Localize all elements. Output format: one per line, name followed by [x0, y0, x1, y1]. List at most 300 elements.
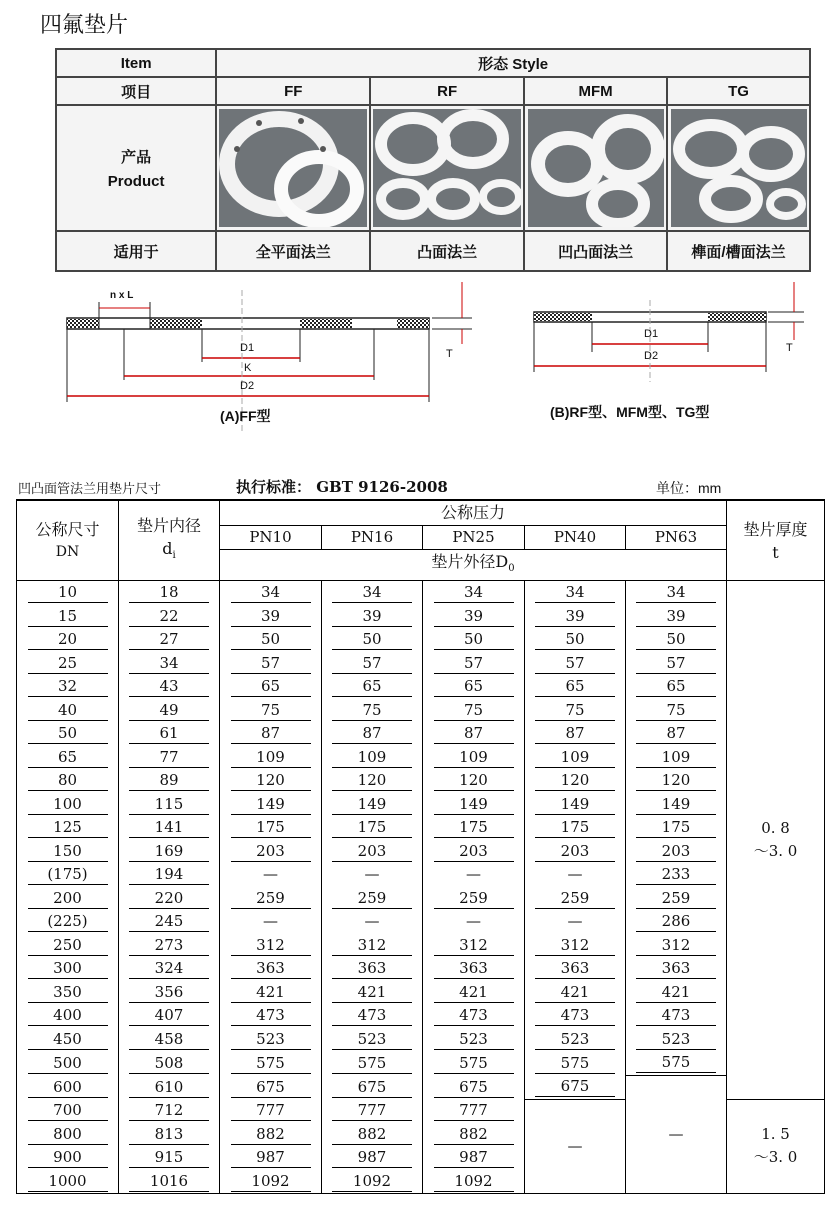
rf-gasket-photo — [373, 109, 521, 227]
pn-value-cell — [322, 1075, 423, 1099]
di-cell-value: 813 — [129, 1124, 209, 1145]
dn-cell — [17, 887, 119, 911]
di-cell-value: 34 — [129, 653, 209, 674]
dn-cell — [17, 1099, 119, 1123]
header-thickness — [727, 500, 825, 581]
dn-cell — [17, 1123, 119, 1147]
pn-value-cell — [220, 699, 322, 723]
pn-value-cell — [322, 1051, 423, 1075]
pn-value-cell — [626, 746, 727, 770]
pn-value-cell — [322, 769, 423, 793]
pn-value-cell-value: 34 — [535, 582, 615, 603]
dn-cell — [17, 1051, 119, 1075]
pn-value-cell-value: 65 — [434, 676, 514, 697]
di-cell-value: 141 — [129, 817, 209, 838]
dn-cell-value: 350 — [28, 982, 108, 1003]
header-dn — [17, 500, 119, 581]
pn-value-cell-value: 675 — [535, 1076, 615, 1097]
pn-value-cell — [423, 722, 525, 746]
applies-ff: 全平面法兰 — [216, 231, 370, 271]
pn-value-cell-value: 473 — [535, 1005, 615, 1026]
pn-value-cell-value: 421 — [231, 982, 311, 1003]
dn-cell — [17, 981, 119, 1005]
pn-value-cell — [525, 675, 626, 699]
pn-value-cell-value: 50 — [434, 629, 514, 650]
pn-value-cell-value: 39 — [535, 606, 615, 627]
dn-cell — [17, 769, 119, 793]
pn-value-cell — [423, 1146, 525, 1170]
di-cell — [119, 675, 220, 699]
pn-value-cell — [423, 675, 525, 699]
style-code-rf: RF — [370, 77, 524, 105]
pn-value-cell-value: 65 — [535, 676, 615, 697]
header-di-en — [119, 537, 219, 567]
pn-value-cell — [626, 652, 727, 676]
pn-value-cell-value: 203 — [231, 841, 311, 862]
pn-value-cell — [525, 957, 626, 981]
product-label — [56, 105, 216, 231]
pn-value-cell-value: 57 — [535, 653, 615, 674]
pn-value-cell — [220, 628, 322, 652]
pn-value-cell — [322, 793, 423, 817]
pn-value-cell — [322, 1028, 423, 1052]
dn-cell-value: 1000 — [28, 1171, 108, 1192]
thickness-range-2 — [727, 1099, 825, 1194]
dn-cell — [17, 746, 119, 770]
pn-value-cell-value: 286 — [636, 911, 716, 932]
pn-value-cell-value: 65 — [332, 676, 412, 697]
pn-value-cell — [423, 981, 525, 1005]
table-row — [17, 910, 825, 934]
pn-value-cell-value: 259 — [535, 888, 615, 909]
pn-value-cell-value: 363 — [535, 958, 615, 979]
pn-value-cell-value: 421 — [332, 982, 412, 1003]
di-cell-value: 712 — [129, 1100, 209, 1121]
thickness-range-line: ～3. 0 — [753, 841, 798, 860]
di-cell-value: 18 — [129, 582, 209, 603]
pn-value-cell-value: 523 — [434, 1029, 514, 1050]
pn-value-cell — [322, 887, 423, 911]
header-outer-diameter-text: 垫片外径D — [431, 552, 509, 571]
pn-value-cell-value: 203 — [434, 841, 514, 862]
gasket-diagram — [62, 282, 822, 432]
pn-value-cell — [525, 1051, 626, 1075]
dash-value: — — [567, 865, 583, 884]
pn-value-cell-value: 75 — [332, 700, 412, 721]
pn-value-cell-value: 523 — [535, 1029, 615, 1050]
dn-cell-value: 700 — [28, 1100, 108, 1121]
pn-value-cell-value: 259 — [332, 888, 412, 909]
pn-value-cell-value: 987 — [332, 1147, 412, 1168]
pn-value-cell — [322, 840, 423, 864]
table-row — [17, 1051, 825, 1075]
dn-cell — [17, 1146, 119, 1170]
pn-value-cell — [322, 1123, 423, 1147]
pn-value-cell-value: 363 — [434, 958, 514, 979]
table-row — [17, 840, 825, 864]
style-label: 形态 Style — [216, 49, 810, 77]
applies-tg: 榫面/槽面法兰 — [667, 231, 810, 271]
pn-value-cell-value: 50 — [231, 629, 311, 650]
pn-value-cell — [626, 699, 727, 723]
pn-value-cell-value: 363 — [231, 958, 311, 979]
pn-value-cell — [220, 581, 322, 605]
a-d2-label: D2 — [240, 380, 255, 392]
tg-gasket-photo — [671, 109, 807, 227]
pn-value-cell-value: 523 — [332, 1029, 412, 1050]
pn-value-cell — [220, 1004, 322, 1028]
header-pn10: PN10 — [220, 525, 322, 550]
pn-value-cell — [322, 1170, 423, 1194]
di-cell — [119, 1123, 220, 1147]
pn-value-cell-value: 675 — [231, 1077, 311, 1098]
pn-value-cell — [626, 981, 727, 1005]
pn-value-cell — [525, 769, 626, 793]
pn-value-cell-value: 312 — [434, 935, 514, 956]
dn-cell — [17, 675, 119, 699]
pn-value-cell — [525, 840, 626, 864]
di-cell — [119, 628, 220, 652]
pn-value-cell — [423, 581, 525, 605]
pn-value-cell-value: 233 — [636, 864, 716, 885]
pn-value-cell — [423, 793, 525, 817]
spec-title: 凹凸面管法兰用垫片尺寸 — [18, 482, 162, 497]
pn-value-cell-value: 523 — [636, 1029, 716, 1050]
pn-value-cell — [626, 816, 727, 840]
di-cell-value: 61 — [129, 723, 209, 744]
di-cell-value: 169 — [129, 841, 209, 862]
pn-value-cell-value: 34 — [434, 582, 514, 603]
pn-value-cell — [322, 722, 423, 746]
dn-cell-value: 65 — [28, 747, 108, 768]
header-dn-en: DN — [55, 543, 80, 560]
pn-value-cell-value: 50 — [332, 629, 412, 650]
header-pn25: PN25 — [423, 525, 525, 550]
pn-value-cell-value: 575 — [434, 1053, 514, 1074]
pn-value-cell — [220, 675, 322, 699]
pn40-large-dash-value: — — [567, 1136, 583, 1155]
pn-value-cell-value: 109 — [434, 747, 514, 768]
pn-value-cell-value: 203 — [332, 841, 412, 862]
dn-cell — [17, 793, 119, 817]
pn-value-cell-value: 149 — [231, 794, 311, 815]
header-pn63: PN63 — [626, 525, 727, 550]
dash-value: — — [263, 865, 278, 884]
pn-value-cell-value: 575 — [231, 1053, 311, 1074]
pn-value-cell-value: 175 — [231, 817, 311, 838]
mfm-gasket-photo — [528, 109, 664, 227]
dash-cell — [220, 863, 322, 887]
pn-value-cell — [322, 957, 423, 981]
table-row — [17, 769, 825, 793]
pn-value-cell — [322, 1099, 423, 1123]
pn-value-cell-value: 50 — [636, 629, 716, 650]
pn-value-cell — [322, 1146, 423, 1170]
pn-value-cell — [220, 840, 322, 864]
dash-cell — [220, 910, 322, 934]
pn-value-cell-value: 120 — [636, 770, 716, 791]
pn-value-cell-value: 363 — [332, 958, 412, 979]
di-cell — [119, 652, 220, 676]
applies-mfm: 凹凸面法兰 — [524, 231, 667, 271]
pn-value-cell-value: 109 — [231, 747, 311, 768]
pn-value-cell — [626, 840, 727, 864]
pn-value-cell-value: 120 — [535, 770, 615, 791]
pn-value-cell-value: 312 — [332, 935, 412, 956]
dn-cell-value: 125 — [28, 817, 108, 838]
pn-value-cell — [220, 1170, 322, 1194]
pn-value-cell — [626, 628, 727, 652]
applies-rf: 凸面法兰 — [370, 231, 524, 271]
dn-cell-value: 250 — [28, 935, 108, 956]
pn-value-cell — [423, 746, 525, 770]
header-di-subscript: i — [172, 550, 176, 562]
a-caption: (A)FF型 — [220, 408, 271, 424]
pn-value-cell — [626, 934, 727, 958]
pn-value-cell — [626, 1051, 727, 1075]
pn-value-cell — [322, 675, 423, 699]
pn-value-cell-value: 75 — [636, 700, 716, 721]
di-cell-value: 27 — [129, 629, 209, 650]
dn-cell-value: 20 — [28, 629, 108, 650]
table-row — [17, 581, 825, 605]
pn-value-cell — [525, 722, 626, 746]
header-pressure: 公称压力 — [220, 500, 727, 525]
dash-value: — — [364, 912, 380, 931]
di-cell — [119, 699, 220, 723]
b-d1-label: D1 — [644, 328, 659, 340]
di-cell — [119, 746, 220, 770]
dash-cell — [322, 863, 423, 887]
pn-value-cell-value: 149 — [535, 794, 615, 815]
pn-value-cell-value: 473 — [636, 1005, 716, 1026]
header-outer-diameter — [220, 550, 727, 581]
pn-value-cell — [525, 628, 626, 652]
pn-value-cell — [423, 699, 525, 723]
pn-value-cell — [322, 628, 423, 652]
pn-value-cell — [525, 816, 626, 840]
pn-value-cell-value: 175 — [535, 817, 615, 838]
table-row — [17, 1004, 825, 1028]
pn-value-cell-value: 203 — [535, 841, 615, 862]
dn-cell-value: 32 — [28, 676, 108, 697]
table-row — [17, 675, 825, 699]
pn-value-cell — [423, 934, 525, 958]
di-cell-value: 356 — [129, 982, 209, 1003]
header-dn-cn: 公称尺寸 — [35, 519, 100, 539]
table-row — [17, 722, 825, 746]
table-row — [17, 699, 825, 723]
dn-cell-value: 600 — [28, 1077, 108, 1098]
pn-value-cell — [423, 816, 525, 840]
pn-value-cell-value: 421 — [535, 982, 615, 1003]
thickness-range-line: 0. 8 — [761, 818, 790, 837]
pn-value-cell-value: 575 — [636, 1052, 716, 1073]
pn-value-cell-value: 120 — [332, 770, 412, 791]
pn-value-cell-value: 312 — [636, 935, 716, 956]
gasket-dimension-table — [16, 499, 825, 1194]
pn-value-cell-value: 473 — [332, 1005, 412, 1026]
pn-value-cell — [626, 675, 727, 699]
pn-value-cell — [220, 816, 322, 840]
dn-cell — [17, 628, 119, 652]
pn-value-cell-value: 259 — [434, 888, 514, 909]
pn-value-cell-value: 87 — [434, 723, 514, 744]
pn-value-cell-value: 987 — [434, 1147, 514, 1168]
pn-value-cell — [626, 910, 727, 934]
pn-value-cell — [220, 652, 322, 676]
pn-value-cell-value: 57 — [636, 653, 716, 674]
table-row — [17, 934, 825, 958]
dn-cell — [17, 840, 119, 864]
di-cell-value: 508 — [129, 1053, 209, 1074]
pn-value-cell-value: 50 — [535, 629, 615, 650]
di-cell — [119, 793, 220, 817]
pn-value-cell — [423, 628, 525, 652]
pn-value-cell — [525, 887, 626, 911]
header-thickness-en: t — [772, 542, 779, 562]
spec-unit: 单位：mm — [656, 480, 722, 496]
pn-value-cell-value: 39 — [332, 606, 412, 627]
pn-value-cell — [423, 1028, 525, 1052]
dash-value: — — [466, 865, 481, 884]
di-cell — [119, 1146, 220, 1170]
dn-cell-value: 10 — [28, 582, 108, 603]
dn-cell — [17, 699, 119, 723]
di-cell — [119, 722, 220, 746]
pn-value-cell-value: 87 — [332, 723, 412, 744]
di-cell-value: 245 — [129, 911, 209, 932]
pn-value-cell-value: 149 — [332, 794, 412, 815]
pn-value-cell-value: 575 — [332, 1053, 412, 1074]
di-cell-value: 915 — [129, 1147, 209, 1168]
thickness-range-1 — [727, 581, 825, 1100]
dn-cell-value: 300 — [28, 958, 108, 979]
pn-value-cell-value: 882 — [231, 1124, 311, 1145]
di-cell — [119, 1004, 220, 1028]
pn-value-cell — [626, 581, 727, 605]
pn-value-cell-value: 39 — [636, 606, 716, 627]
dn-cell-value: (175) — [28, 864, 108, 885]
spec-standard: 执行标准： GBT 9126-2008 — [236, 478, 448, 496]
pn-value-cell — [220, 1028, 322, 1052]
pn-value-cell — [423, 957, 525, 981]
pn-value-cell — [525, 1028, 626, 1052]
pn-value-cell — [220, 1146, 322, 1170]
di-cell-value: 194 — [129, 864, 209, 885]
pn-value-cell-value: 87 — [535, 723, 615, 744]
pn-value-cell-value: 575 — [535, 1053, 615, 1074]
table-row — [17, 652, 825, 676]
pn-value-cell — [525, 793, 626, 817]
dn-cell-value: 200 — [28, 888, 108, 909]
pn-value-cell — [220, 722, 322, 746]
pn-value-cell-value: 675 — [332, 1077, 412, 1098]
pn-value-cell — [423, 1075, 525, 1099]
pn-value-cell-value: 87 — [636, 723, 716, 744]
pn-value-cell — [423, 1123, 525, 1147]
pn-value-cell — [322, 816, 423, 840]
pn-value-cell-value: 57 — [434, 653, 514, 674]
di-cell-value: 77 — [129, 747, 209, 768]
pn-value-cell — [423, 605, 525, 629]
pn-value-cell — [220, 1075, 322, 1099]
a-k-label: K — [244, 362, 252, 374]
dn-cell-value: (225) — [28, 911, 108, 932]
pn-value-cell — [626, 1028, 727, 1052]
pn-value-cell — [626, 887, 727, 911]
di-cell — [119, 1028, 220, 1052]
pn-value-cell-value: 175 — [332, 817, 412, 838]
pn-value-cell-value: 109 — [332, 747, 412, 768]
pn-value-cell — [525, 652, 626, 676]
dn-cell-value: 100 — [28, 794, 108, 815]
dn-cell-value: 80 — [28, 770, 108, 791]
dash-value: — — [567, 912, 583, 931]
pn-value-cell — [423, 1170, 525, 1194]
pn-value-cell-value: 882 — [332, 1124, 412, 1145]
dn-cell-value: 400 — [28, 1005, 108, 1026]
table-row — [17, 1028, 825, 1052]
di-cell — [119, 581, 220, 605]
di-cell — [119, 981, 220, 1005]
pn-value-cell-value: 34 — [332, 582, 412, 603]
pn-value-cell-value: 34 — [636, 582, 716, 603]
style-table — [55, 48, 811, 272]
pn-value-cell — [220, 957, 322, 981]
pn-value-cell — [322, 699, 423, 723]
pn-value-cell — [626, 1004, 727, 1028]
pn-value-cell — [322, 652, 423, 676]
pn-value-cell — [626, 605, 727, 629]
pn-value-cell-value: 120 — [434, 770, 514, 791]
pn40-large-dash — [525, 1099, 626, 1194]
dn-cell-value: 500 — [28, 1053, 108, 1074]
pn63-large-dash — [626, 1075, 727, 1194]
di-cell — [119, 816, 220, 840]
pn-value-cell-value: 75 — [434, 700, 514, 721]
pn-value-cell — [626, 863, 727, 887]
header-pn40: PN40 — [525, 525, 626, 550]
pn-value-cell-value: 39 — [231, 606, 311, 627]
di-cell-value: 43 — [129, 676, 209, 697]
di-cell — [119, 1099, 220, 1123]
pn-value-cell — [626, 769, 727, 793]
di-cell-value: 610 — [129, 1077, 209, 1098]
pn-value-cell — [525, 1075, 626, 1099]
dn-cell-value: 25 — [28, 653, 108, 674]
table-row — [17, 816, 825, 840]
pn-value-cell — [220, 887, 322, 911]
di-cell-value: 49 — [129, 700, 209, 721]
pn-value-cell — [525, 581, 626, 605]
pn-value-cell-value: 421 — [636, 982, 716, 1003]
dn-cell — [17, 934, 119, 958]
dn-cell — [17, 910, 119, 934]
style-code-tg: TG — [667, 77, 810, 105]
header-pn16: PN16 — [322, 525, 423, 550]
pn-value-cell-value: 39 — [434, 606, 514, 627]
pn-value-cell — [322, 605, 423, 629]
di-cell-value: 407 — [129, 1005, 209, 1026]
di-cell — [119, 840, 220, 864]
pn-value-cell — [626, 793, 727, 817]
pn-value-cell — [525, 699, 626, 723]
pn-value-cell — [220, 1051, 322, 1075]
dn-cell — [17, 581, 119, 605]
pn-value-cell-value: 149 — [636, 794, 716, 815]
di-cell — [119, 910, 220, 934]
